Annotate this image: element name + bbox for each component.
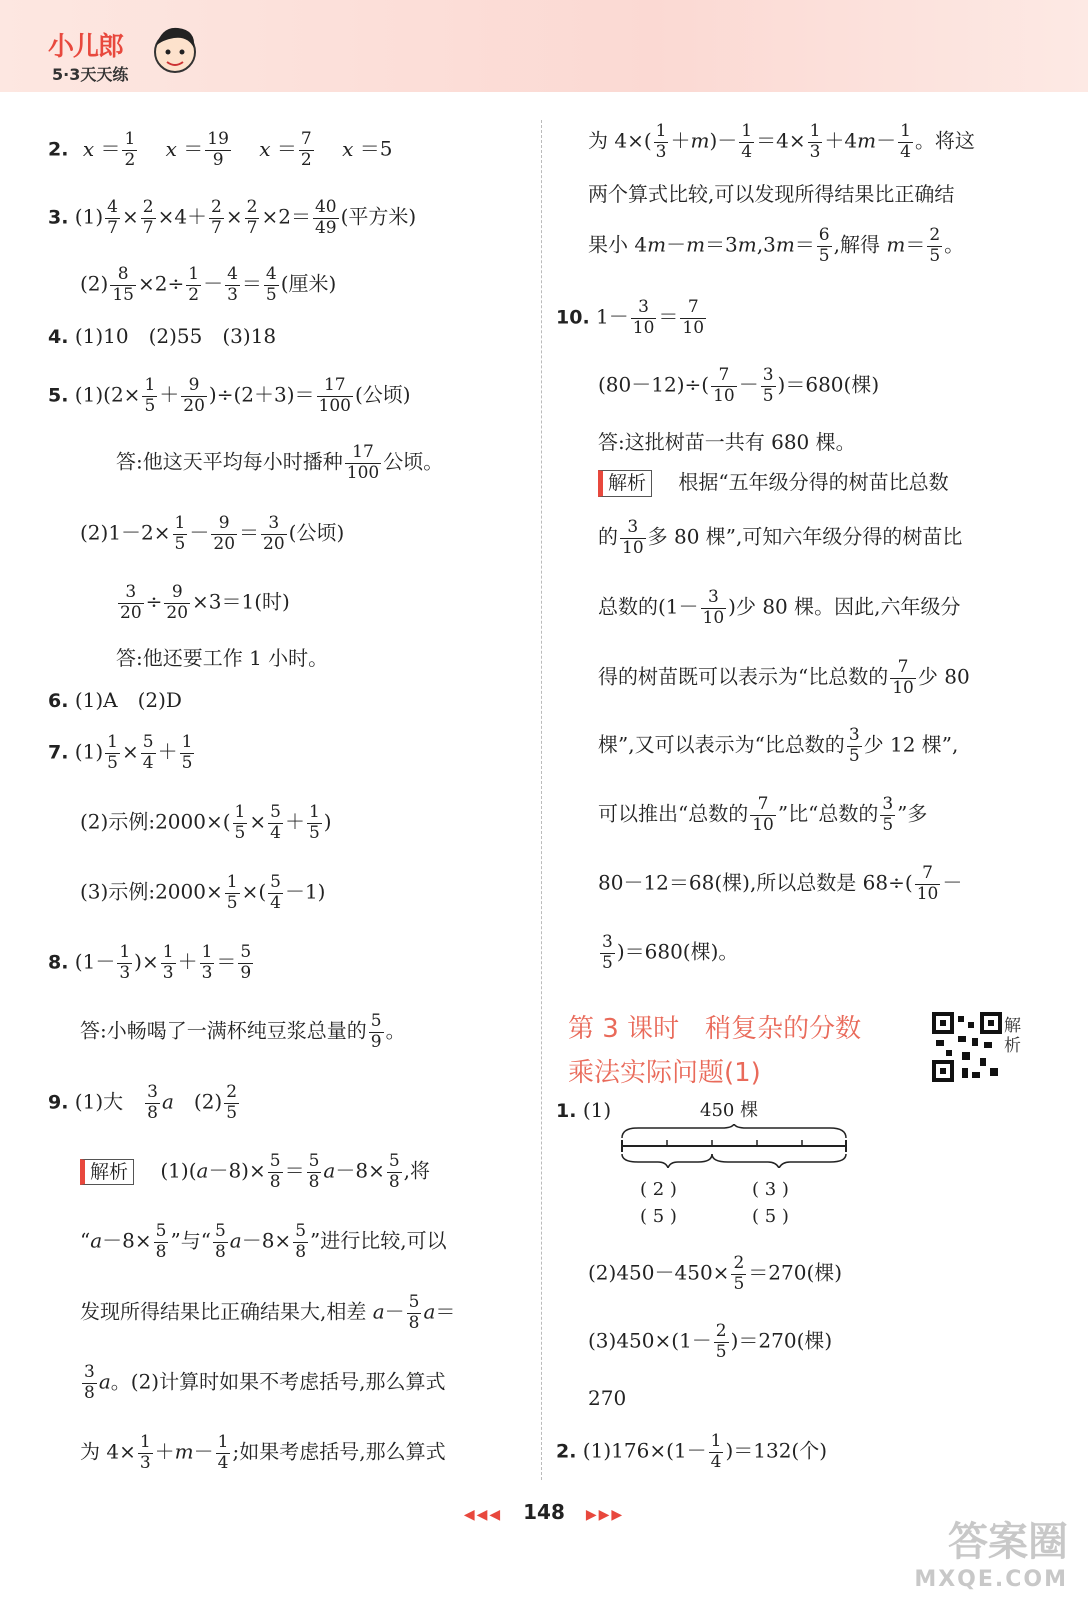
q5-part1: 5. (1)(2× $\frac{1}{5}$ ＋ $\frac{9}{20}$ )÷(2＋3)＝ $\frac{17}{100}$ (公顷) [48, 375, 411, 416]
q4-item [48, 326, 276, 347]
section-title-2: 乘法实际问题(1) [568, 1058, 761, 1088]
next-arrows-icon: ▶▶▶ [585, 1507, 625, 1523]
q7-part2: (2)示例:2000×( $\frac{1}{5}$ × $\frac{5}{4}$ ＋ $\frac{1}{5}$ ) [80, 802, 332, 843]
q5-answer2: 答:他还要工作 1 小时。 [116, 646, 329, 670]
q9-analysis-4: $\frac{3}{8}$ a。(2)计算时如果不考虑括号,那么算式 [84, 1362, 446, 1403]
s2-number: 2. [556, 1440, 577, 1463]
r-line-2: 两个算式比较,可以发现所得结果比正确结 [588, 182, 955, 206]
brand-logo [48, 22, 218, 92]
section-title-1: 第 3 课时 稍复杂的分数 [568, 1014, 862, 1044]
s1-part3: (3)450×(1－ $\frac{2}{5}$ )＝270(棵) [588, 1321, 833, 1362]
analysis-tag: 解析 [598, 470, 652, 497]
q8-answer: 答:小畅喝了一满杯纯豆浆总量的 $\frac{5}{9}$ 。 [80, 1011, 406, 1052]
q10-analysis-3: 总数的(1－ $\frac{3}{10}$ )少 80 棵。因此,六年级分 [598, 587, 961, 628]
s1-number: 1. [556, 1100, 577, 1122]
diagram-total-label: 450 棵 [700, 1100, 759, 1121]
q9-item: 9. (1)大 $\frac{3}{8}$ a (2) $\frac{2}{5}$ [48, 1082, 238, 1123]
s1-part2: (2)450－450× $\frac{2}{5}$ ＝270(棵) [588, 1253, 843, 1294]
q10-analysis-2: 的 $\frac{3}{10}$ 多 80 棵”,可知六年级分得的树苗比 [598, 517, 963, 558]
brand-name: 小儿郎 [48, 32, 124, 62]
q3-part2: (2) $\frac{8}{15}$ ×2÷ $\frac{1}{2}$ － $\frac{4}{3}$ ＝ $\frac{4}{5}$ (厘米) [80, 264, 337, 305]
q4-number: 4. [48, 326, 69, 348]
q10-part2: (80－12)÷( $\frac{7}{10}$ － $\frac{3}{5}$ )＝680(棵) [598, 365, 880, 406]
prev-arrows-icon: ◀◀◀ [463, 1507, 503, 1523]
q8-item: 8. (1－ $\frac{1}{3}$ )× $\frac{1}{3}$ ＋ $\frac{1}{3}$ ＝ $\frac{5}{9}$ [48, 942, 252, 983]
q7-number: 7. [48, 741, 69, 764]
analysis-tag: 解析 [80, 1159, 134, 1186]
q3-number: 3. [48, 206, 69, 229]
watermark [914, 1510, 1068, 1592]
page-number: 148 [523, 1500, 565, 1524]
q10-analysis-4: 得的树苗既可以表示为“比总数的 $\frac{7}{10}$ 少 80 [598, 657, 970, 698]
brand-subtitle: 5·3天天练 [52, 65, 129, 84]
q6-number: 6. [48, 690, 69, 712]
q7-part3: (3)示例:2000× $\frac{1}{5}$ ×( $\frac{5}{4}$ －1) [80, 872, 326, 913]
q2-item: 2. x ＝ $\frac{1}{2}$ x ＝ $\frac{19}{9}$ x ＝ $\frac{7}{2}$ x ＝5 [48, 129, 393, 170]
q5-part3: $\frac{3}{20}$ ÷ $\frac{9}{20}$ ×3＝1(时) [120, 582, 290, 623]
q10-answer: 答:这批树苗一共有 680 棵。 [598, 430, 856, 454]
r-line-1: 为 4×( $\frac{1}{3}$ ＋m)－ $\frac{1}{4}$ ＝4× $\frac{1}{3}$ ＋4m－ $\frac{1}{4}$ 。将这 [588, 121, 975, 162]
q10-analysis-6: 可以推出“总数的 $\frac{7}{10}$ ”比“总数的 $\frac{3}{5}$ ”多 [598, 794, 928, 835]
q10-analysis-5: 棵”,又可以表示为“比总数的 $\frac{3}{5}$ 少 12 棵”, [598, 725, 959, 766]
line-segment-diagram [618, 1124, 850, 1168]
q10-part1: 10. 1－ $\frac{3}{10}$ ＝ $\frac{7}{10}$ [556, 297, 705, 338]
q9-number: 9. [48, 1091, 69, 1114]
s2-part1: 2. (1)176×(1－ $\frac{1}{4}$ )＝132(个) [556, 1431, 828, 1472]
q3-part1: 3. (1) $\frac{4}{7}$ × $\frac{2}{7}$ ×4＋ $\frac{2}{7}$ × $\frac{2}{7}$ ×2＝ $\frac{40}{49}$ (平方米) [48, 197, 417, 238]
q10-analysis-7: 80－12＝68(棵),所以总数是 68÷( $\frac{7}{10}$ － [598, 863, 963, 904]
page-header [0, 0, 1088, 92]
analysis-text: 根据“五年级分得的树苗比总数 [678, 470, 949, 494]
q6-answer: (1)A (2)D [74, 688, 182, 712]
mascot-icon [148, 22, 202, 82]
s1-part4: 270 [588, 1386, 627, 1410]
r-line-3: 果小 4m－m＝3m,3m＝ $\frac{6}{5}$ ,解得 m＝ $\frac{2}{5}$ 。 [588, 225, 965, 266]
q4-answer: (1)10 (2)55 (3)18 [74, 324, 277, 348]
q9-analysis-3: 发现所得结果比正确结果大,相差 a－ $\frac{5}{8}$ a＝ [80, 1292, 456, 1333]
s1-part1 [556, 1100, 611, 1121]
q5-answer1: 答:他这天平均每小时播种 $\frac{17}{100}$ 公顷。 [116, 442, 444, 483]
qr-label: 解析 [1004, 1016, 1021, 1057]
watermark-line2: MXQE.COM [914, 1567, 1068, 1592]
q6-item [48, 690, 182, 711]
diagram-left-frac: ( 2 ) ( 5 ) [640, 1179, 677, 1227]
watermark-line1: 答案圈 [948, 1519, 1068, 1565]
q9-analysis-2: “a－8× $\frac{5}{8}$ ”与“ $\frac{5}{8}$ a－8× $\frac{5}{8}$ ”进行比较,可以 [80, 1221, 447, 1262]
column-divider [541, 120, 542, 1480]
q5-part2: (2)1－2× $\frac{1}{5}$ － $\frac{9}{20}$ ＝ $\frac{3}{20}$ (公顷) [80, 513, 345, 554]
q5-number: 5. [48, 384, 69, 407]
qr-code-icon[interactable] [932, 1012, 1002, 1082]
q9-analysis-1: 解析 (1)(a－8)× $\frac{5}{8}$ ＝ $\frac{5}{8}$ a－8× $\frac{5}{8}$ ,将 [80, 1152, 430, 1192]
q7-part1: 7. (1) $\frac{1}{5}$ × $\frac{5}{4}$ ＋ $\frac{1}{5}$ [48, 732, 193, 773]
q8-number: 8. [48, 951, 69, 974]
q9-analysis-5: 为 4× $\frac{1}{3}$ ＋m－ $\frac{1}{4}$ ;如果考虑括号,那么算式 [80, 1432, 446, 1473]
s1-sub1: (1) [582, 1098, 612, 1122]
q2-number: 2. [48, 138, 69, 161]
q10-analysis-8: $\frac{3}{5}$ )＝680(棵)。 [602, 932, 739, 973]
q10-number: 10. [556, 306, 590, 329]
diagram-right-frac: ( 3 ) ( 5 ) [752, 1179, 789, 1227]
q10-analysis-1 [598, 470, 949, 497]
